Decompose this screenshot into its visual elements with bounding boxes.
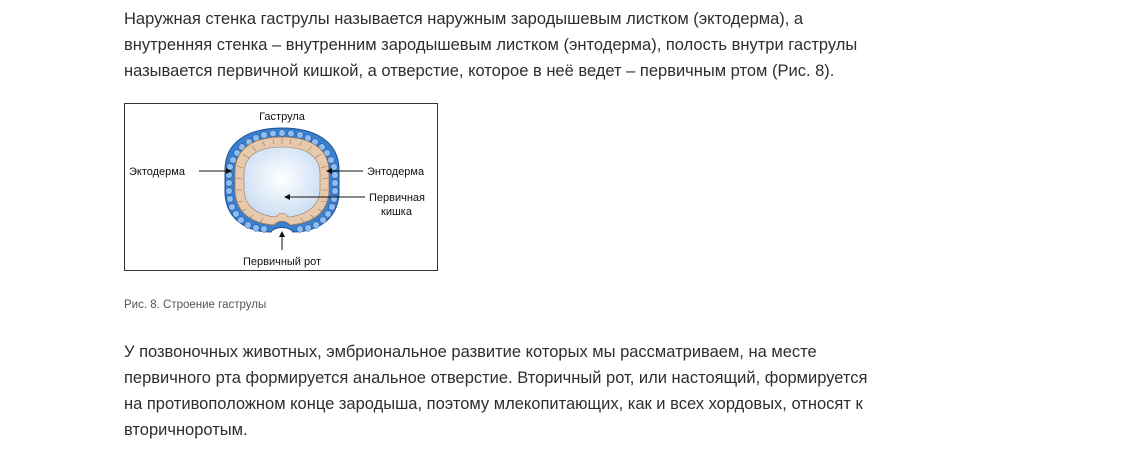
gastrula-diagram [125, 104, 438, 271]
paragraph-intro [124, 6, 1024, 84]
label-gastrula: Гаструла [259, 111, 305, 123]
paragraph-vertebrates [124, 339, 1024, 443]
primary-gut-cavity [244, 147, 320, 217]
paragraph-line: первичного рта формируется анальное отверстие. Вторичный рот, или настоящий, формируется [124, 369, 868, 387]
paragraph-line: вторичноротым. [124, 421, 248, 439]
label-primary-gut-line1: Первичная [369, 192, 426, 204]
label-ectoderm: Эктодерма [129, 166, 185, 178]
paragraph-line: У позвоночных животных, эмбриональное развитие которых мы рассматриваем, на месте [124, 343, 817, 361]
label-primary-mouth: Первичный рот [242, 256, 322, 268]
paragraph-line: на противоположном конце зародыша, поэтому млекопитающих, как и всех хордовых, относят к [124, 395, 863, 413]
label-endoderm: Энтодерма [367, 166, 425, 178]
paragraph-line: внутренняя стенка – внутренним зародышевым листком (энтодерма), полость внутри гаструлы [124, 36, 858, 54]
figure-caption: Рис. 8. Строение гаструлы [124, 299, 267, 311]
paragraph-line: называется первичной кишкой, а отверстие, которое в неё ведет – первичным ртом (Рис. 8). [124, 62, 835, 80]
paragraph-line: Наружная стенка гаструлы называется наружным зародышевым листком (эктодерма), а [124, 10, 804, 28]
label-primary-gut-line2: кишка [381, 206, 412, 218]
gastrula-figure [124, 103, 438, 271]
